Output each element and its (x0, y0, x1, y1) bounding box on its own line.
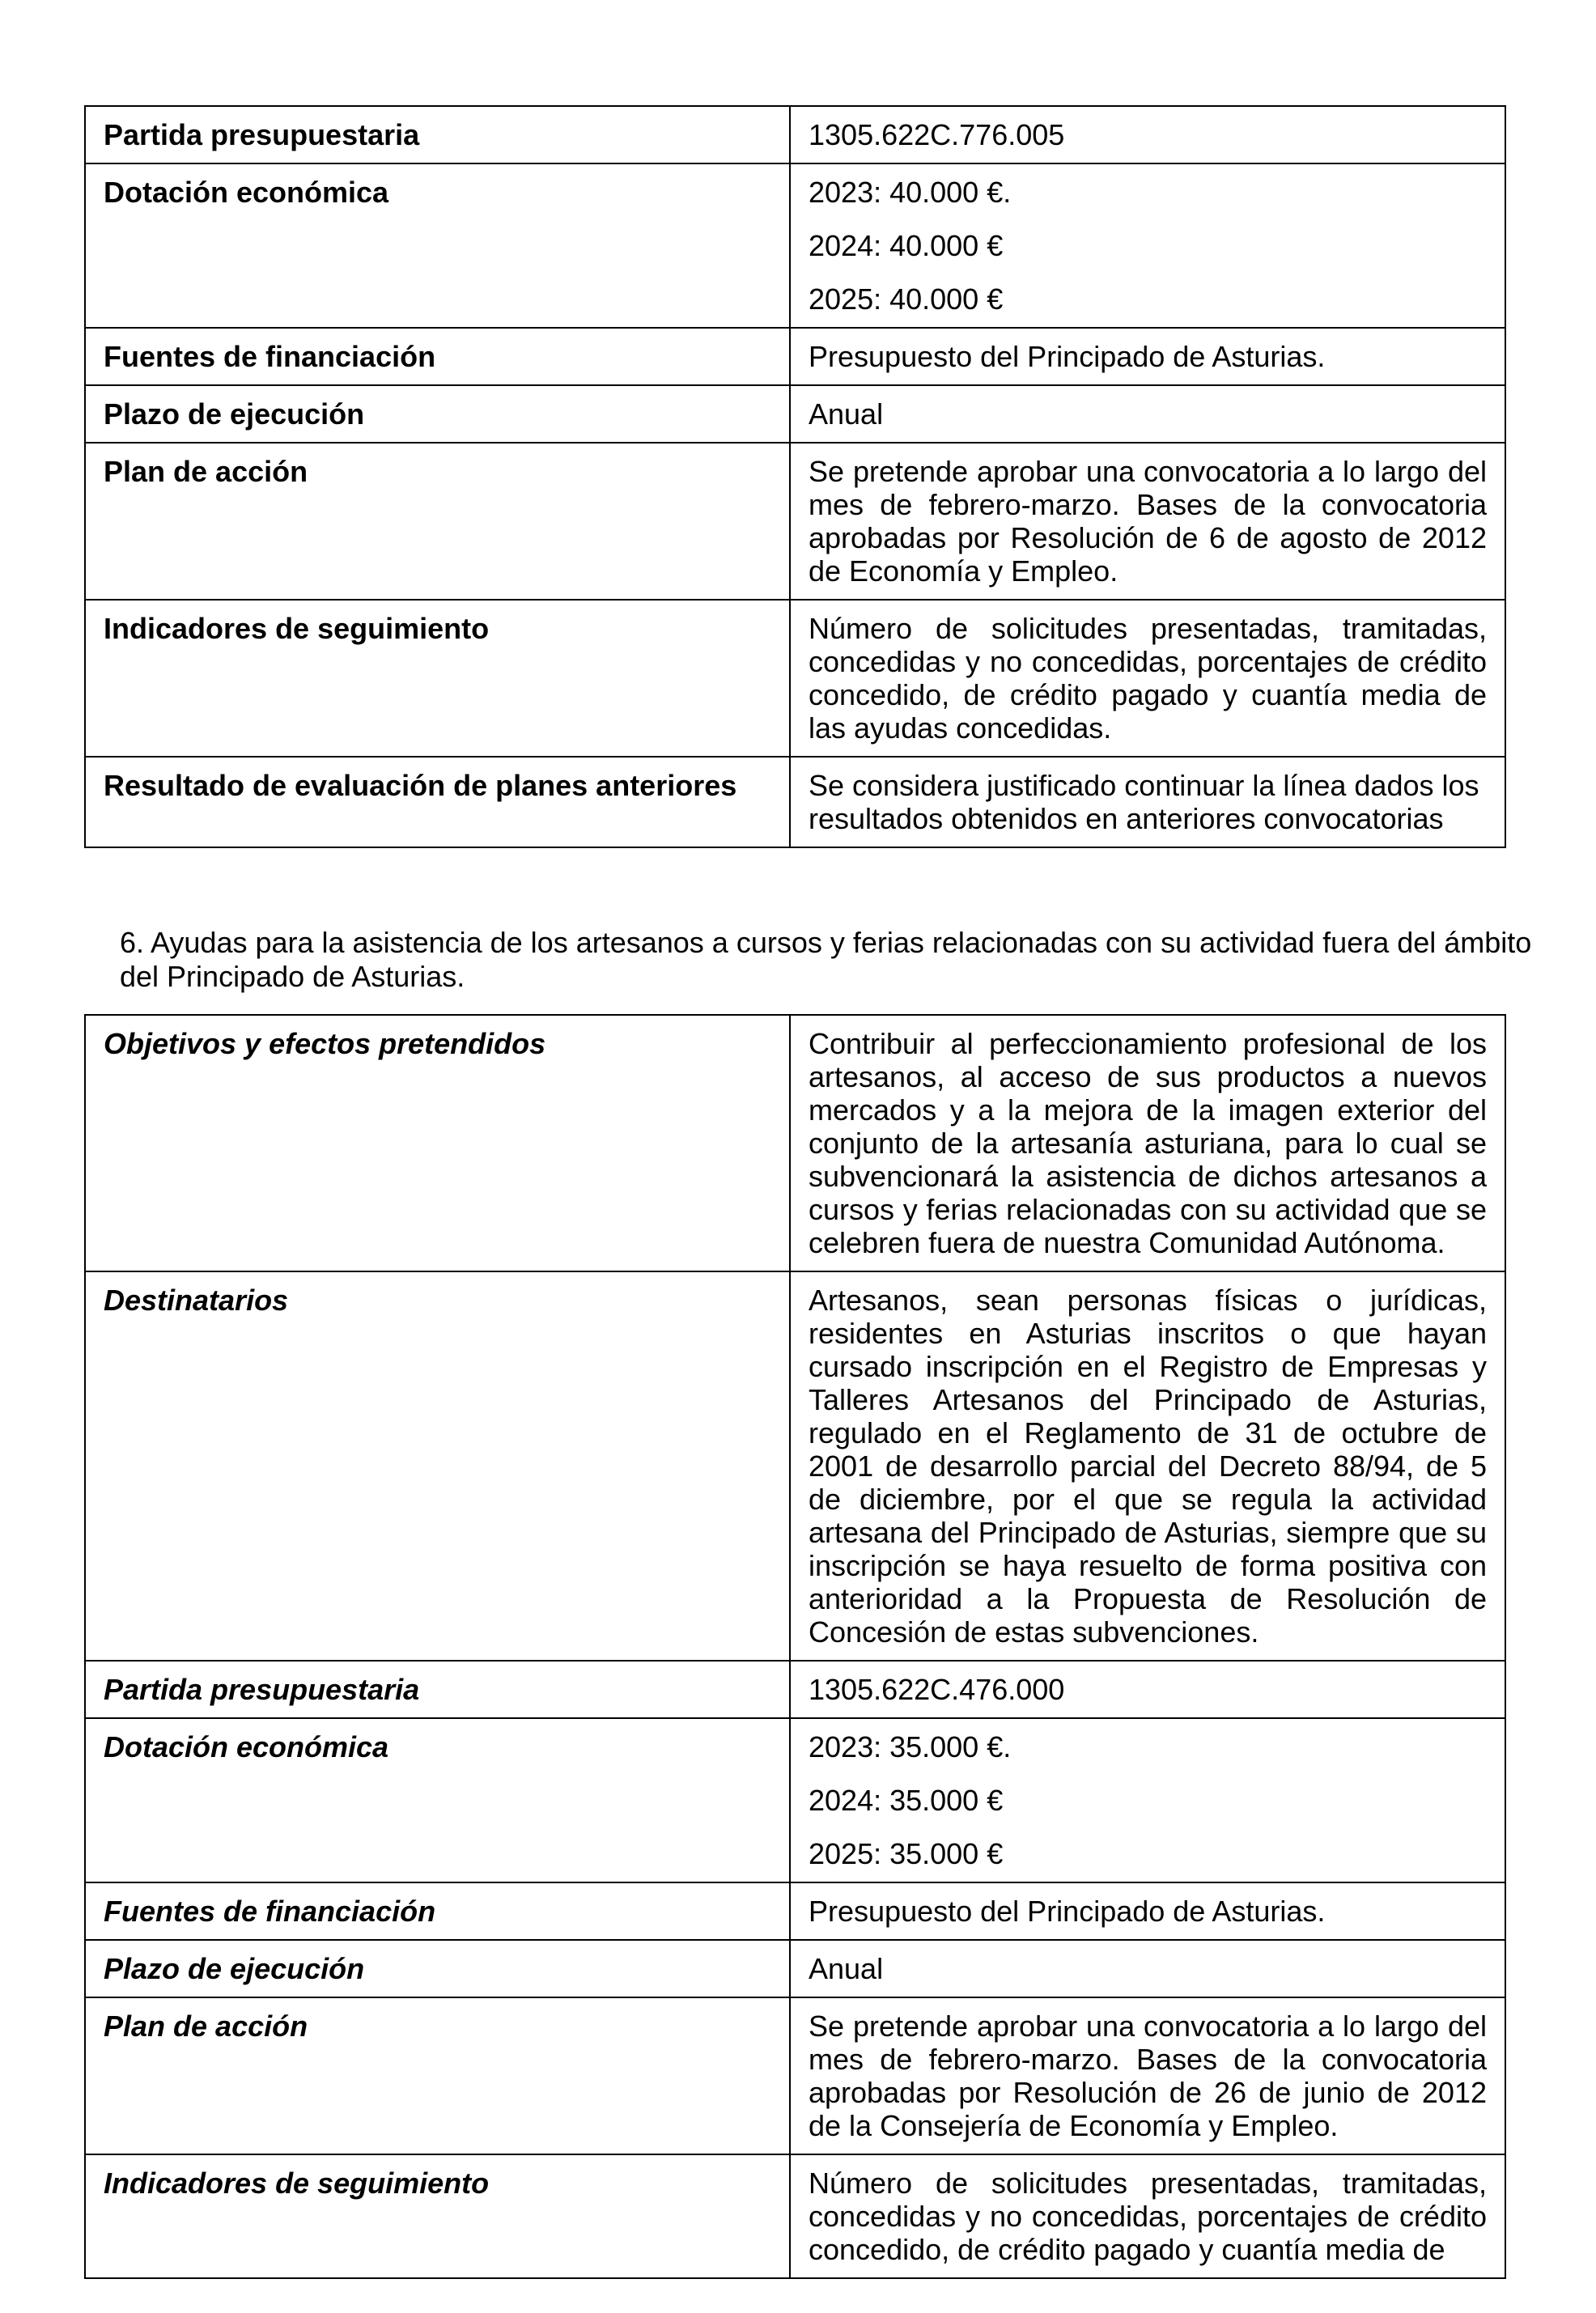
value-line: Se pretende aprobar una convocatoria a lo largo del mes de febrero-marzo. Bases de la convocatoria aprobadas por Resolución de 6 de agosto de 2012 de Economía y Empleo. (809, 455, 1487, 588)
row-value (790, 757, 1505, 847)
value-line: Se pretende aprobar una convocatoria a lo largo del mes de febrero-marzo. Bases de la convocatoria aprobadas por Resolución de 26 de junio de 2012 de la Consejería de Economía y Empleo. (809, 2010, 1487, 2142)
value-line: 2023: 35.000 €. (809, 1730, 1012, 1763)
row-label: Partida presupuestaria (85, 1661, 790, 1718)
table-row (85, 600, 1505, 757)
row-value (790, 1997, 1505, 2154)
row-value (790, 328, 1505, 385)
row-value (790, 163, 1505, 328)
value-line: 1305.622C.476.000 (809, 1673, 1065, 1706)
row-label: Dotación económica (85, 1718, 790, 1882)
value-line: Anual (809, 397, 884, 431)
row-label: Plazo de ejecución (85, 385, 790, 443)
row-value (790, 1015, 1505, 1271)
row-label: Destinatarios (85, 1271, 790, 1661)
row-value (790, 2154, 1505, 2278)
row-value (790, 1661, 1505, 1718)
value-line: 2024: 35.000 € (809, 1784, 1004, 1817)
table-row (85, 1271, 1505, 1661)
row-value (790, 1940, 1505, 1997)
table-row (85, 106, 1505, 163)
row-value (790, 443, 1505, 600)
row-label: Fuentes de financiación (85, 1882, 790, 1940)
row-label: Resultado de evaluación de planes anteriores (85, 757, 790, 847)
row-value (790, 1718, 1505, 1882)
table-row (85, 1997, 1505, 2154)
table-row (85, 443, 1505, 600)
value-line: 2025: 35.000 € (809, 1837, 1004, 1870)
row-value (790, 600, 1505, 757)
value-line: Número de solicitudes presentadas, tramitadas, concedidas y no concedidas, porcentajes de crédito concedido, de crédito pagado y cuantía media de las ayudas concedidas. (809, 612, 1487, 745)
table-row (85, 2154, 1505, 2278)
value-line: Presupuesto del Principado de Asturias. (809, 340, 1326, 373)
value-line: Presupuesto del Principado de Asturias. (809, 1895, 1326, 1928)
budget-table-section-6 (84, 1014, 1506, 2279)
row-label: Plan de acción (85, 1997, 790, 2154)
row-value (790, 1271, 1505, 1661)
row-label: Indicadores de seguimiento (85, 2154, 790, 2278)
table-row (85, 757, 1505, 847)
row-value (790, 1882, 1505, 1940)
row-label: Dotación económica (85, 163, 790, 328)
row-label: Fuentes de financiación (85, 328, 790, 385)
value-line: Artesanos, sean personas físicas o jurídicas, residentes en Asturias inscritos o que hayan cursado inscripción en el Registro de Empresas y Talleres Artesanos del Principado de Asturias, regulado en el Reglamento de 31 de octubre de 2001 de desarrollo parcial del Decreto 88/94, de 5 de diciembre, por el que se regula la actividad artesana del Principado de Asturias, siempre que su inscripción se haya resuelto de forma positiva con anterioridad a la Propuesta de Resolución de Concesión de estas subvenciones. (809, 1284, 1487, 1649)
value-line: 2023: 40.000 €. (809, 176, 1012, 209)
table-row (85, 1940, 1505, 1997)
row-value (790, 106, 1505, 163)
row-value (790, 385, 1505, 443)
row-label: Objetivos y efectos pretendidos (85, 1015, 790, 1271)
table-row (85, 1661, 1505, 1718)
row-label: Partida presupuestaria (85, 106, 790, 163)
row-label: Indicadores de seguimiento (85, 600, 790, 757)
value-line: Anual (809, 1952, 884, 1985)
table-row (85, 163, 1505, 328)
table-row (85, 1882, 1505, 1940)
row-label: Plan de acción (85, 443, 790, 600)
value-line: Se considera justificado continuar la línea dados los resultados obtenidos en anteriores convocatorias (809, 769, 1479, 835)
value-line: Contribuir al perfeccionamiento profesional de los artesanos, al acceso de sus productos a nuevos mercados y a la mejora de la imagen exterior del conjunto de la artesanía asturiana, para lo cual se subvencionará la asistencia de dichos artesanos a cursos y ferias relacionadas con su actividad que se celebren fuera de nuestra Comunidad Autónoma. (809, 1027, 1487, 1259)
value-line: 2025: 40.000 € (809, 282, 1004, 316)
table-row (85, 1718, 1505, 1882)
row-label: Plazo de ejecución (85, 1940, 790, 1997)
table-row (85, 385, 1505, 443)
section-heading: 6. Ayudas para la asistencia de los artesanos a cursos y ferias relacionadas con su actividad fuera del ámbito del Principado de Asturias. (120, 926, 1532, 993)
value-line: Número de solicitudes presentadas, tramitadas, concedidas y no concedidas, porcentajes de crédito concedido, de crédito pagado y cuantía media de (809, 2167, 1487, 2266)
table-row (85, 1015, 1505, 1271)
table-row (85, 328, 1505, 385)
value-line: 1305.622C.776.005 (809, 118, 1065, 151)
value-line: 2024: 40.000 € (809, 229, 1004, 262)
budget-table-previous (84, 105, 1506, 848)
